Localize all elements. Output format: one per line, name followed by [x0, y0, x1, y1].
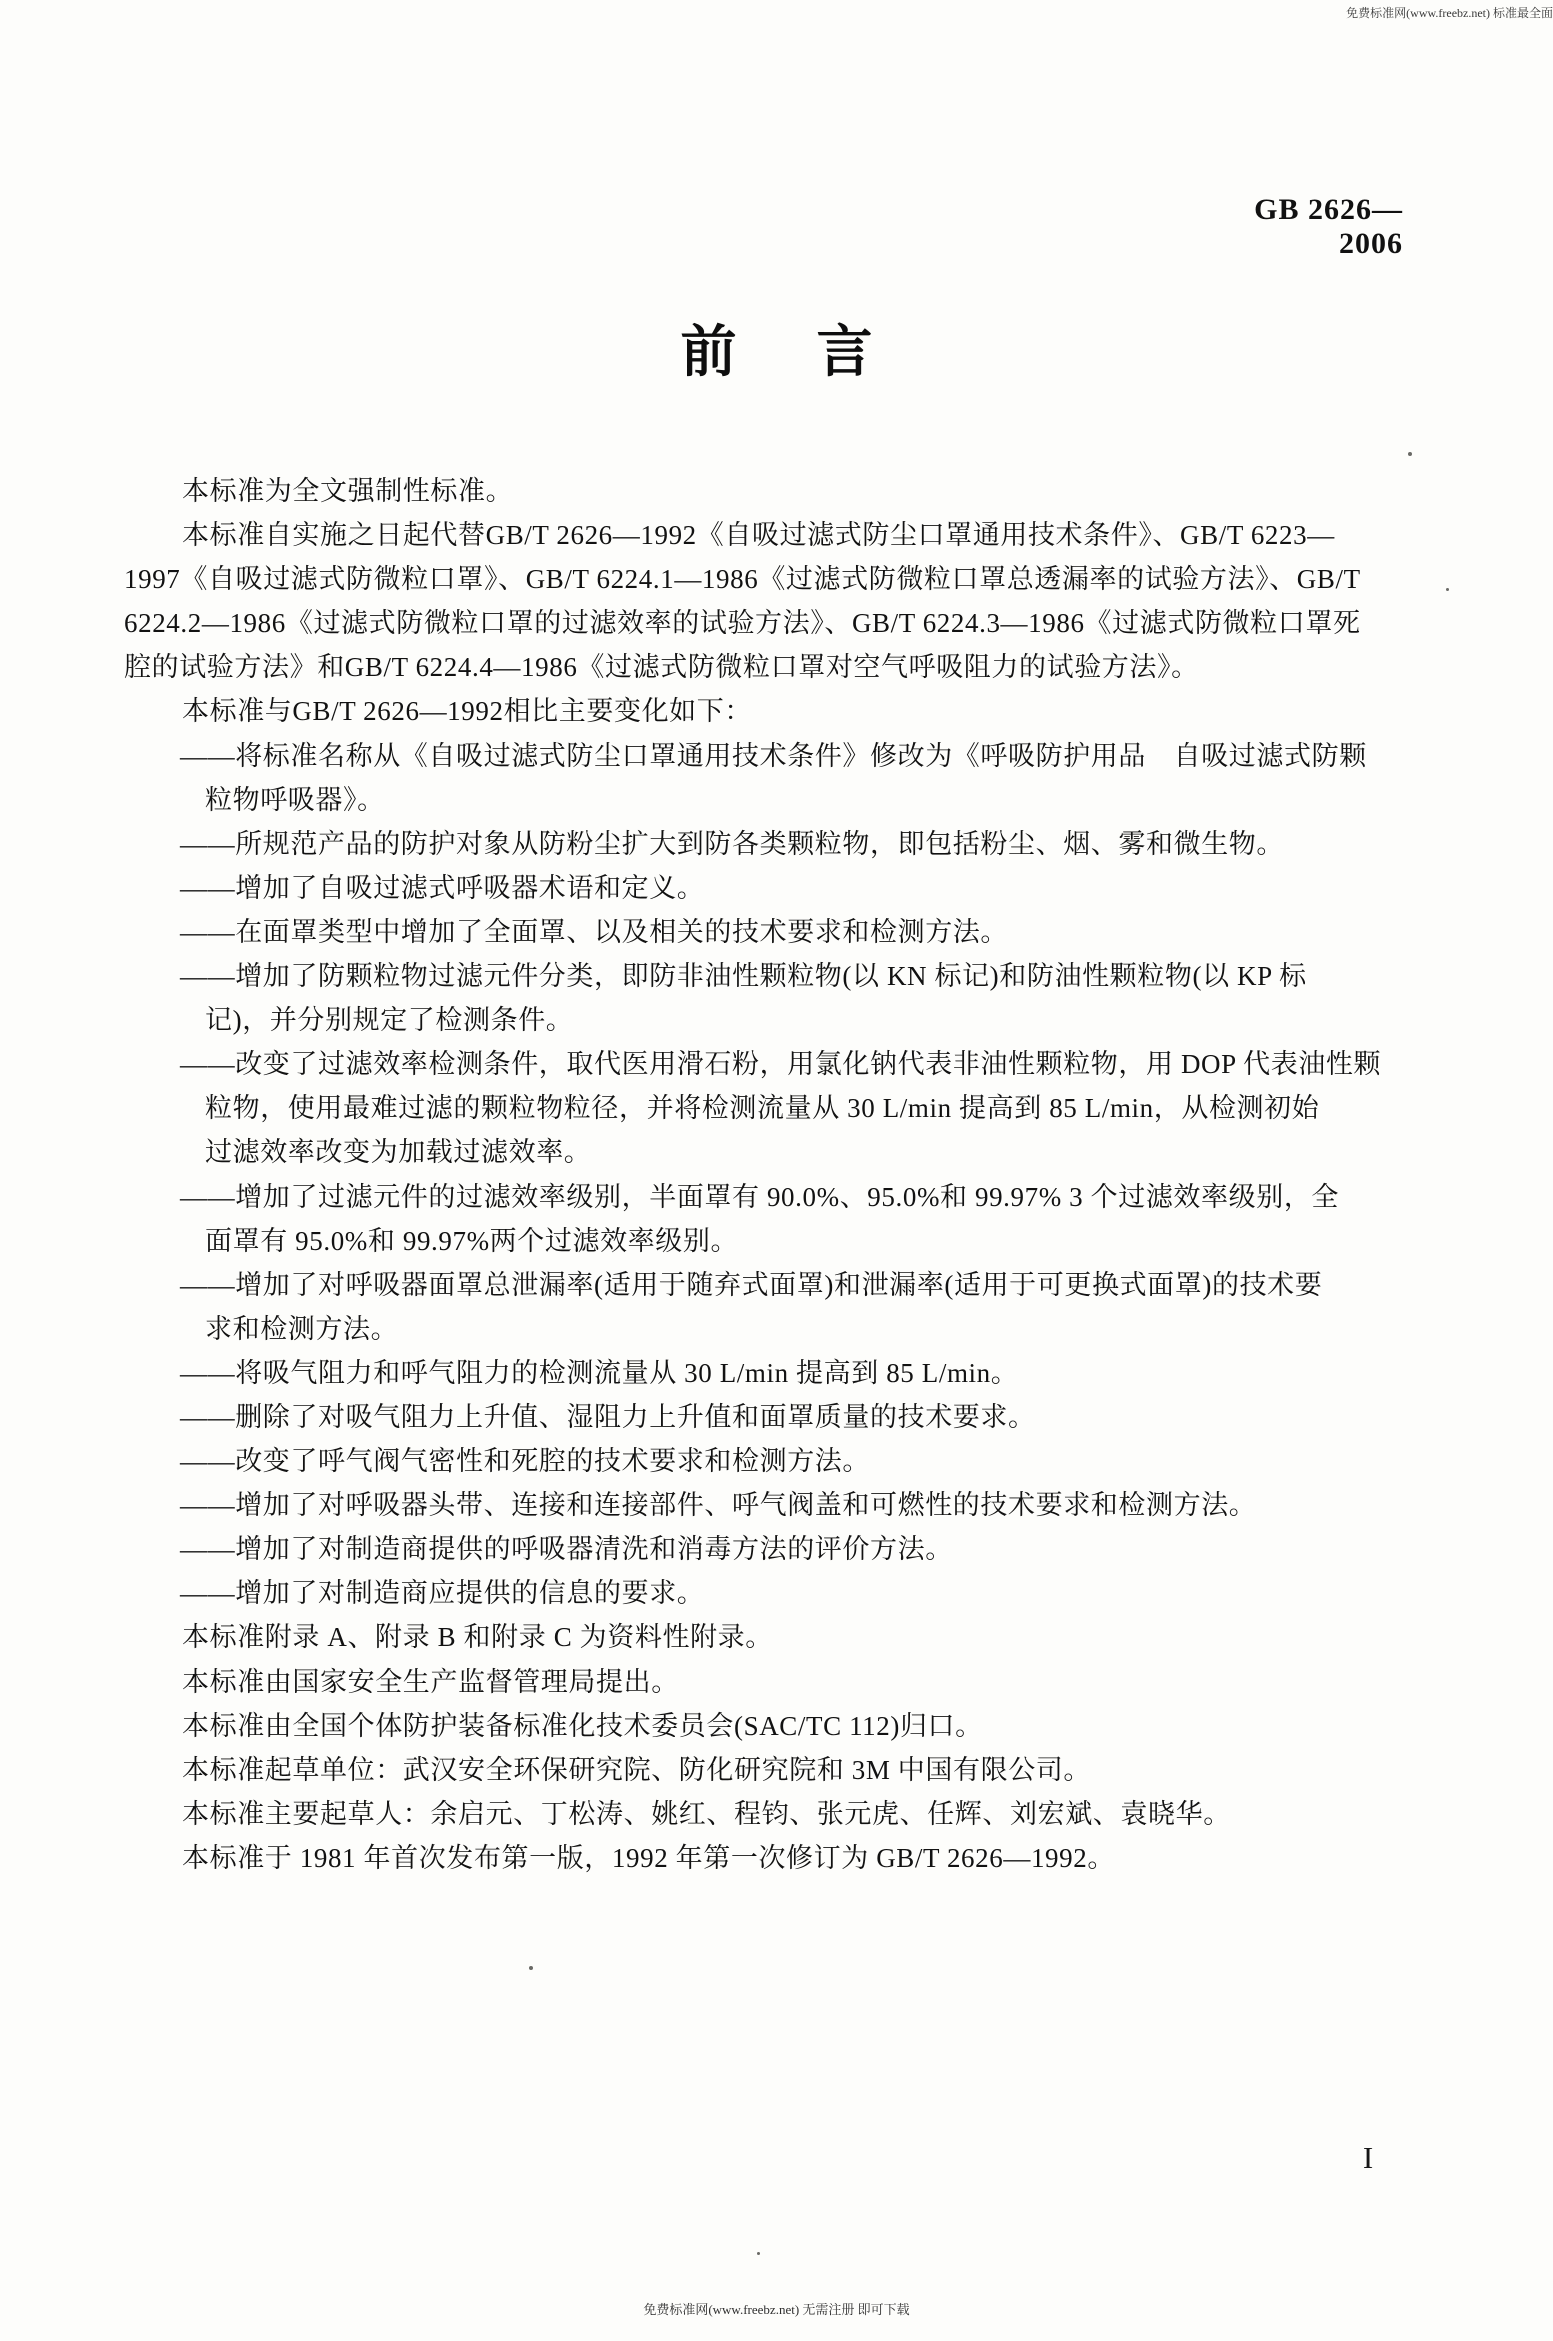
body-line: 本标准附录 A、附录 B 和附录 C 为资料性附录。 — [182, 1622, 773, 1653]
watermark-bottom: 免费标准网(www.freebz.net) 无需注册 即可下载 — [643, 2302, 910, 2317]
body-line: 面罩有 95.0%和 99.97%两个过滤效率级别。 — [205, 1225, 739, 1256]
body-line: ——增加了对制造商提供的呼吸器清洗和消毒方法的评价方法。 — [180, 1534, 953, 1565]
body-line: 本标准起草单位：武汉安全环保研究院、防化研究院和 3M 中国有限公司。 — [182, 1754, 1092, 1785]
body-line: 本标准与GB/T 2626—1992相比主要变化如下： — [182, 696, 752, 727]
body-line: 粒物，使用最难过滤的颗粒物粒径，并将检测流量从 30 L/min 提高到 85 L/min，从检测初始 — [205, 1093, 1320, 1124]
scan-speck — [757, 2252, 760, 2255]
body-line: 6224.2—1986《过滤式防微粒口罩的过滤效率的试验方法》、GB/T 6224.3—1986《过滤式防微粒口罩死 — [124, 608, 1361, 639]
page-title-char-2: 言 — [816, 322, 873, 384]
body-line: 本标准于 1981 年首次发布第一版，1992 年第一次修订为 GB/T 2626—1992。 — [182, 1842, 1115, 1873]
body-line: 过滤效率改变为加载过滤效率。 — [205, 1137, 592, 1168]
body-line: ——增加了防颗粒物过滤元件分类，即防非油性颗粒物(以 KN 标记)和防油性颗粒物(以 KP 标 — [180, 961, 1307, 992]
body-line: 本标准自实施之日起代替GB/T 2626—1992《自吸过滤式防尘口罩通用技术条件》、GB/T 6223— — [182, 520, 1335, 551]
body-line: ——增加了过滤元件的过滤效率级别，半面罩有 90.0%、95.0%和 99.97% 3 个过滤效率级别，全 — [180, 1181, 1340, 1212]
standard-code: GB 2626—2006 — [1254, 193, 1403, 260]
body-line: ——改变了过滤效率检测条件，取代医用滑石粉，用氯化钠代表非油性颗粒物，用 DOP 代表油性颗 — [180, 1049, 1382, 1080]
scan-speck — [1408, 452, 1412, 456]
body-line: ——增加了对制造商应提供的信息的要求。 — [180, 1578, 705, 1609]
page-title — [0, 322, 1553, 384]
body-line: 腔的试验方法》和GB/T 6224.4—1986《过滤式防微粒口罩对空气呼吸阻力的试验方法》。 — [124, 652, 1199, 683]
scan-speck — [529, 1966, 533, 1970]
watermark-top: 免费标准网(www.freebz.net) 标准最全面 — [1346, 6, 1553, 20]
body-line: ——在面罩类型中增加了全面罩、以及相关的技术要求和检测方法。 — [180, 916, 1008, 947]
page-title-char-1: 前 — [680, 322, 737, 384]
body-line: ——增加了对呼吸器面罩总泄漏率(适用于随弃式面罩)和泄漏率(适用于可更换式面罩)的技术要 — [180, 1269, 1323, 1300]
body-line: ——增加了对呼吸器头带、连接和连接部件、呼气阀盖和可燃性的技术要求和检测方法。 — [180, 1490, 1257, 1521]
body-line: ——将吸气阻力和呼气阻力的检测流量从 30 L/min 提高到 85 L/min。 — [180, 1357, 1019, 1388]
body-line: 本标准为全文强制性标准。 — [182, 476, 514, 506]
body-line: ——所规范产品的防护对象从防粉尘扩大到防各类颗粒物，即包括粉尘、烟、雾和微生物。 — [180, 828, 1284, 859]
body-line: ——删除了对吸气阻力上升值、湿阻力上升值和面罩质量的技术要求。 — [180, 1401, 1036, 1432]
body-line: 本标准由国家安全生产监督管理局提出。 — [182, 1666, 679, 1697]
body-line: 本标准由全国个体防护装备标准化技术委员会(SAC/TC 112)归口。 — [182, 1710, 983, 1741]
body-line: 粒物呼吸器》。 — [205, 784, 385, 815]
body-line: 求和检测方法。 — [205, 1313, 399, 1344]
body-line: ——将标准名称从《自吸过滤式防尘口罩通用技术条件》修改为《呼吸防护用品 自吸过滤式防颗 — [180, 740, 1367, 771]
page-number: I — [1362, 2140, 1374, 2175]
foreword-body — [124, 469, 1436, 1880]
body-line: 记)，并分别规定了检测条件。 — [205, 1005, 574, 1036]
body-line: 1997《自吸过滤式防微粒口罩》、GB/T 6224.1—1986《过滤式防微粒口罩总透漏率的试验方法》、GB/T — [124, 564, 1361, 595]
scan-speck — [1446, 588, 1449, 591]
body-line: 本标准主要起草人：余启元、丁松涛、姚红、程钧、张元虎、任辉、刘宏斌、袁晓华。 — [182, 1798, 1231, 1829]
body-line: ——增加了自吸过滤式呼吸器术语和定义。 — [180, 872, 705, 903]
body-line: ——改变了呼气阀气密性和死腔的技术要求和检测方法。 — [180, 1446, 870, 1477]
